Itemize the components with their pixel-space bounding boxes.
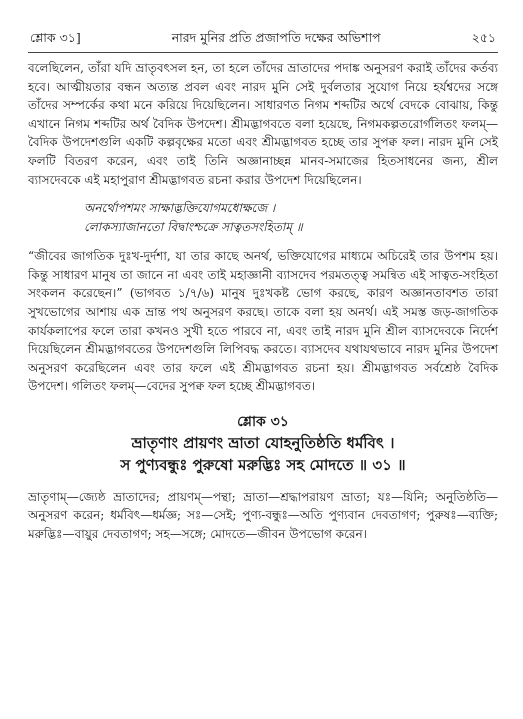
word-for-word-synonyms: ভ্রাতৃণাম্—জ্যেষ্ঠ ভ্রাতাদের; প্রায়ণম্—পন্থা; ভ্রাতা—শ্রদ্ধাপরায়ণ ভ্রাতা; যঃ—যিনি; অনুতিষ্ঠতি—অনুসরণ করেন; ধর্মবিৎ—ধর্মজ্ঞ; সঃ—সেই; পুণ্য-বন্ধুঃ—অতি পুণ্যবান দেবতাগণ; পুরুষঃ—ব্যক্তি; মরুদ্ভিঃ—বায়ুর দেবতাগণ; সহ—সঙ্গে; মোদতে—জীবন উপভোগ করেন। (28, 489, 498, 541)
book-page (28, 30, 498, 555)
header-verse-ref: শ্লোক ৩১] (30, 30, 81, 45)
page-number: ২৫১ (471, 30, 496, 45)
quoted-verse-line-1: অনর্থোপশমং সাক্ষাদ্ভক্তিযোগমধোক্ষজে । (84, 201, 276, 216)
running-header (28, 30, 498, 53)
purport-paragraph-1: বলেছিলেন, তাঁরা যদি ভ্রাতৃবৎসল হন, তা হলে তাঁদের ভ্রাতাদের পদাঙ্ক অনুসরণ করাই তাঁদের কর্তব্য হবে। আত্মীয়তার বন্ধন অত্যন্ত প্রবল এবং নারদ মুনি সেই দুর্বলতার সুযোগ নিয়ে হর্যশ্বদের সঙ্গে তাঁদের সম্পর্কের কথা মনে করিয়ে দিয়েছিলেন। সাধারণত নিগম শব্দটির অর্থে বেদকে বোঝায়, কিন্তু এখানে নিগম শব্দটির অর্থ বৈদিক উপদেশ। শ্রীমদ্ভাগবতে বলা হয়েছে, নিগমকল্পতরোর্গলিতং ফলম্—বৈদিক উপদেশগুলি একটি কল্পবৃক্ষের মতো এবং শ্রীমদ্ভাগবত হচ্ছে তার সুপক্ব ফল। নারদ মুনি সেই ফলটি বিতরণ করেন, এবং তাই তিনি অজ্ঞানাচ্ছন্ন মানব-সমাজের হিতসাধনের জন্য, শ্রীল ব্যাসদেবকে এই মহাপুরাণ শ্রীমদ্ভাগবত রচনা করার উপদেশ দিয়েছিলেন। (28, 61, 498, 187)
verse-line-2: স পুণ্যবন্ধুঃ পুরুষো মরুদ্ভিঃ সহ মোদতে ॥ ৩১ ॥ (120, 455, 406, 474)
verse-line-1: ভ্রাতৃণাং প্রায়ণং ভ্রাতা যোহনুতিষ্ঠতি ধর্মবিৎ । (131, 433, 395, 452)
quoted-verse (84, 199, 498, 237)
verse-title: শ্লোক ৩১ (237, 413, 289, 430)
purport-paragraph-2: “জীবের জাগতিক দুঃখ-দুর্দশা, যা তার কাছে অনর্থ, ভক্তিযোগের মাধ্যমে অচিরেই তার উপশম হয়। কিন্তু সাধারণ মানুষ তা জানে না এবং তাই মহাজ্ঞানী ব্যাসদেব পরমতত্ত্ব সমন্বিত এই সাত্বত-সংহিতা সংকলন করেছেন।” (ভাগবত ১/৭/৬) মানুষ দুঃখকষ্ট ভোগ করছে, কারণ অজ্ঞানতাবশত তারা সুখভোগের আশায় এক ভ্রান্ত পথ অনুসরণ করছে। তাকে বলা হয় অনর্থ। এই সমস্ত জড়-জাগতিক কার্যকলাপের ফলে তারা কখনও সুখী হতে পারবে না, এবং তাই নারদ মুনি শ্রীল ব্যাসদেবকে নির্দেশ দিয়েছিলেন শ্রীমদ্ভাগবতের উপদেশগুলি লিপিবদ্ধ করতে। ব্যাসদেব যথাযথভাবে নারদ মুনির উপদেশ অনুসরণ করেছিলেন এবং তার ফলে এই শ্রীমদ্ভাগবত রচনা হয়। শ্রীমদ্ভাগবত সর্বশ্রেষ্ঠ বৈদিক উপদেশ। গলিতং ফলম্—বেদের সুপক্ব ফল হচ্ছে শ্রীমদ্ভাগবত। (28, 249, 498, 394)
header-chapter-title: নারদ মুনির প্রতি প্রজাপতি দক্ষের অভিশাপ (171, 30, 381, 45)
quoted-verse-line-2: লোকস্যাজানতো বিদ্বাংশ্চক্রে সাত্বতসংহিতাম্ ॥ (84, 220, 303, 235)
